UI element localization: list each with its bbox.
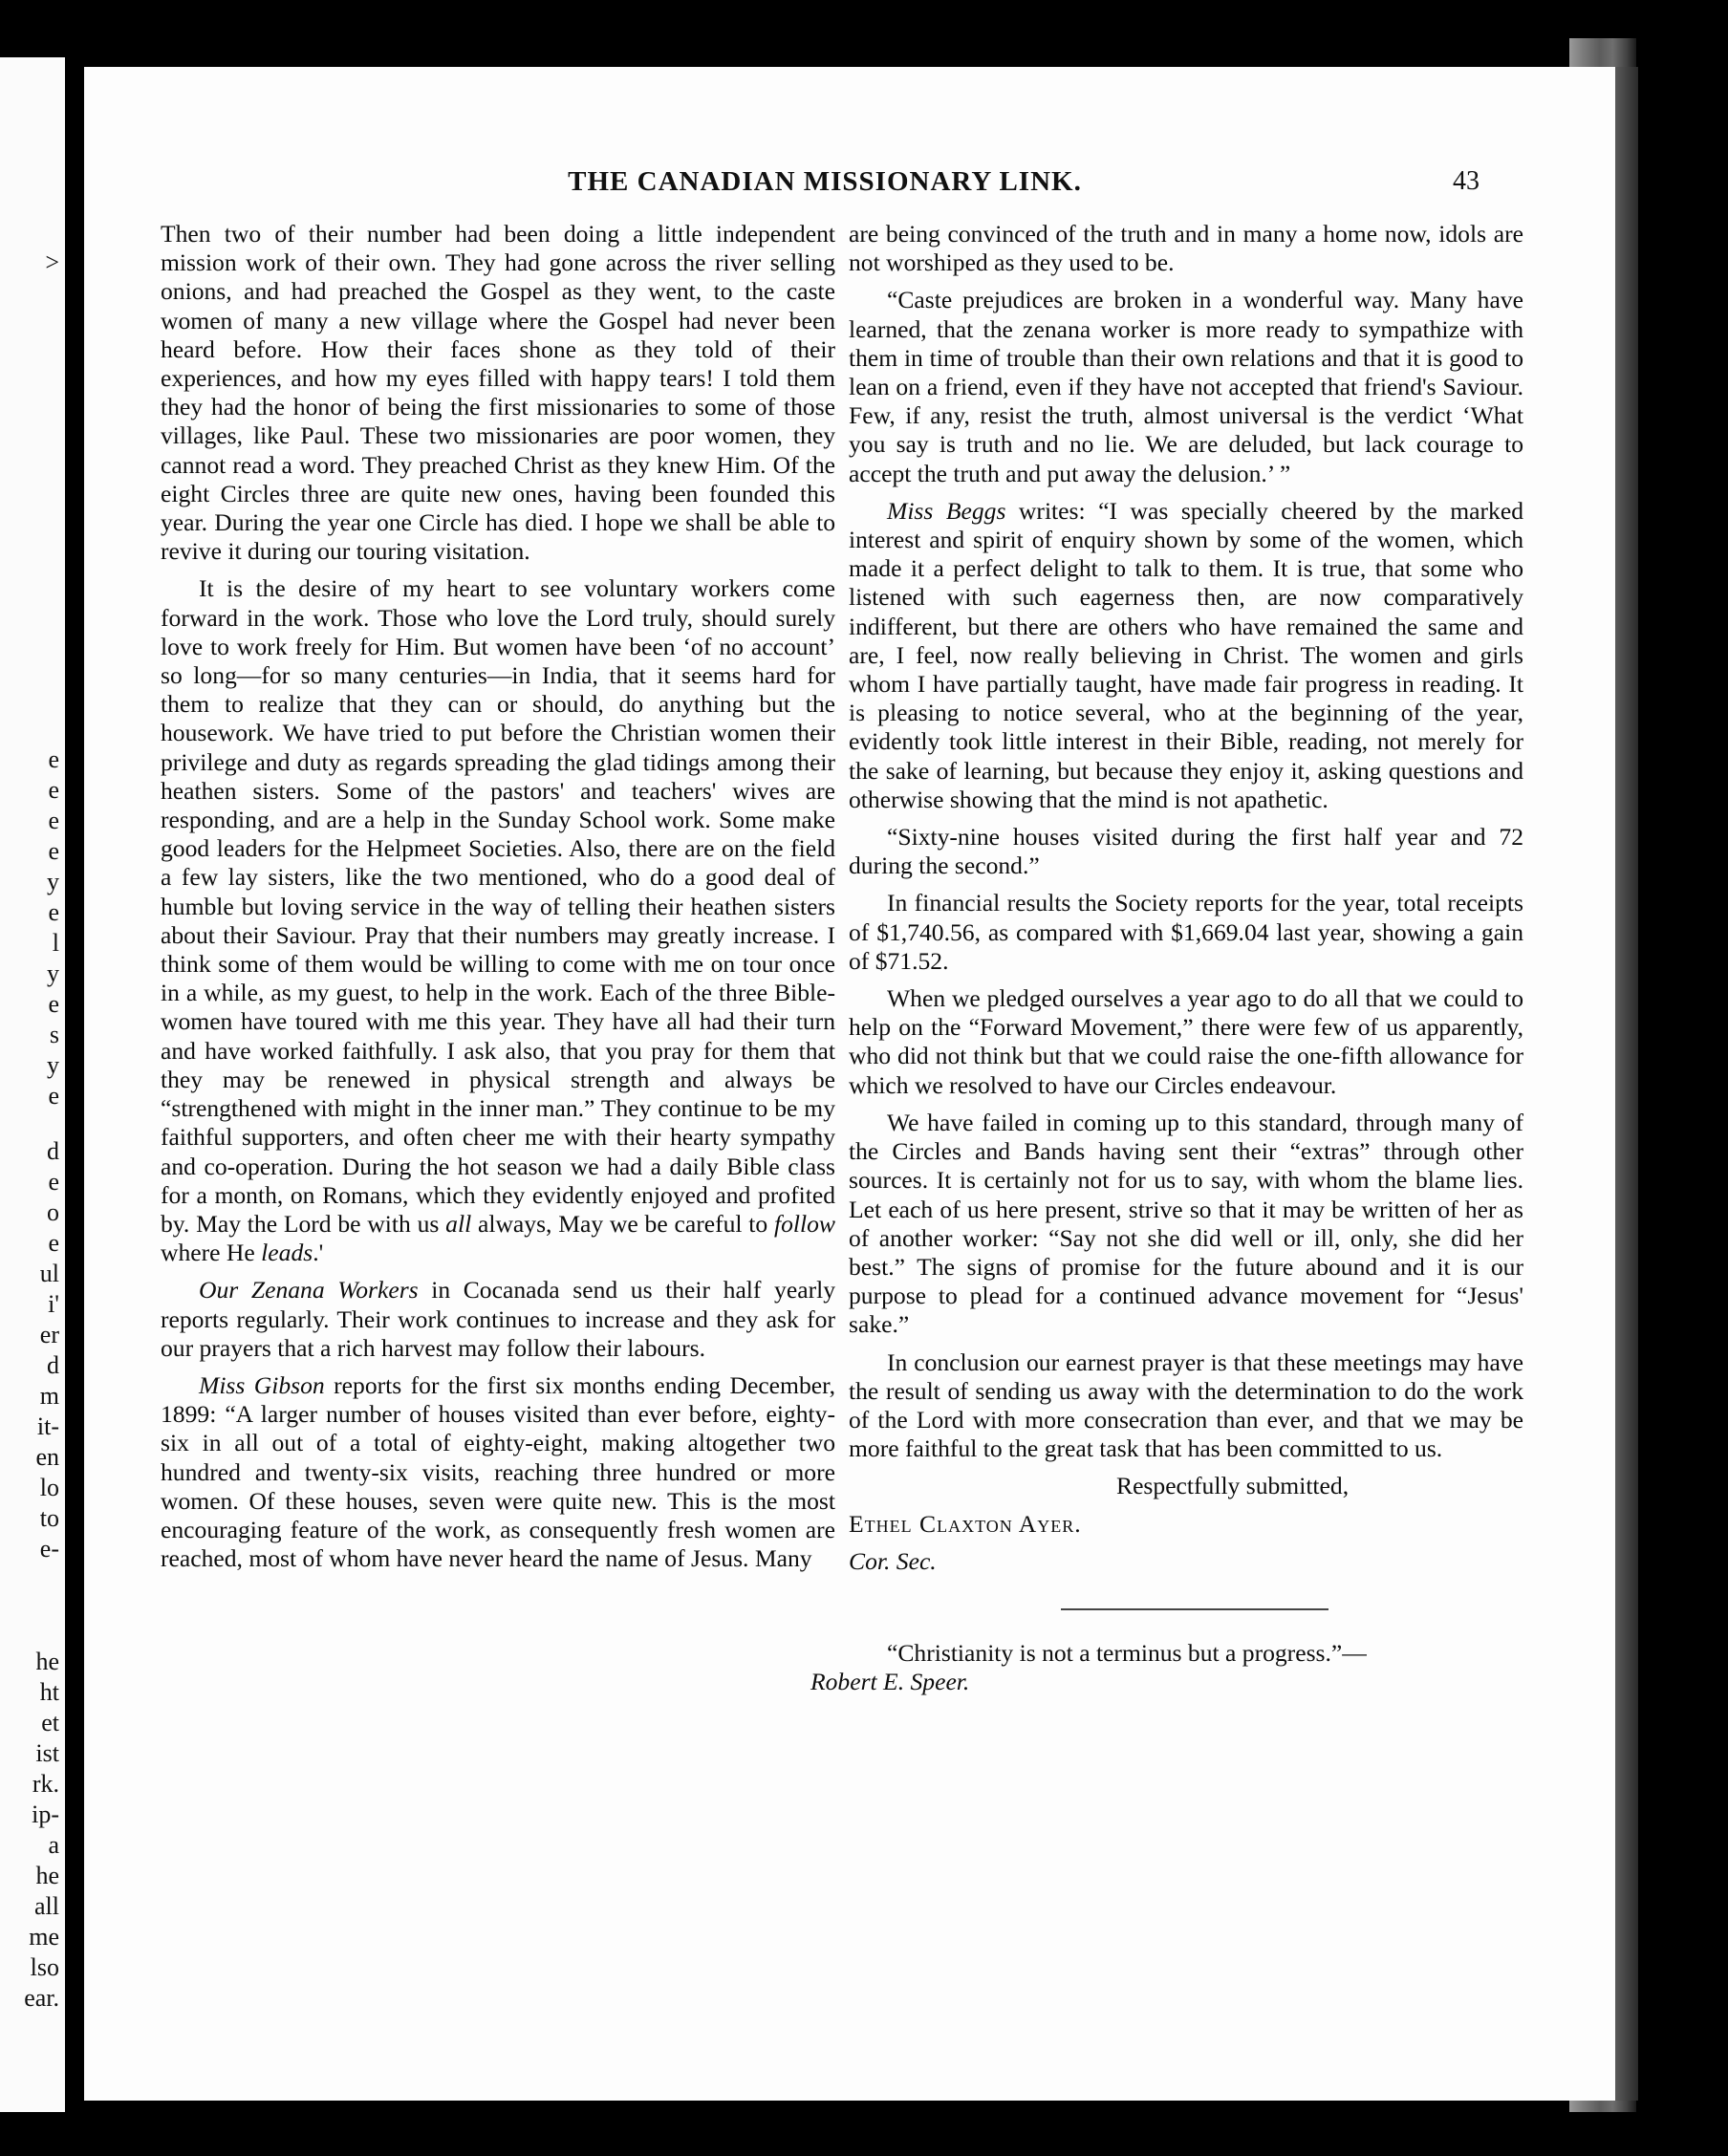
- prev-page-fragment: e: [48, 837, 59, 865]
- scanned-page: [84, 67, 1615, 2101]
- prev-page-fragment: he: [35, 1862, 59, 1889]
- paragraph: When we pledged ourselves a year ago to do all that we could to help on the “Forward Movement,” there were few of us apparently, who did not think but that we could raise the one-fifth allowance for which we resolved to have our Circles endeavour.: [849, 984, 1523, 1099]
- prev-page-fragment: y: [47, 959, 59, 987]
- prev-page-fragment: et: [41, 1709, 59, 1736]
- quote-author: Robert E. Speer.: [810, 1668, 970, 1696]
- prev-page-fragment: y: [47, 868, 59, 895]
- paragraph: It is the desire of my heart to see voluntary workers come forward in the work. Those who love the Lord truly, should surely love to work freely for Him. But women have been ‘of no account’ so long—for so many centuries—in India, that it seems hard for them to realize that they can or should, do anything but the housework. We have tried to put before the Christian women their privilege and duty as regards spreading the glad tidings among their heathen sisters. Some of the pastors' and teachers' wives are responding, and are a help in the Sunday School work. Some make good leaders for the Helpmeet Societies. Also, there are on the field a few lay sisters, like the two mentioned, who do a good deal of humble but loving service in the way of telling their heathen sisters about their Saviour. Pray that their numbers may greatly increase. I think some of them would be willing to come with me on tour once in a while, as my guest, to help in the work. Each of the three Bible-women have toured with me this year. They have all had their turn and have worked faithfully. I ask also, that you pray for them that they may be renewed in physical strength and always be “strengthened with might in the inner man.” They continue to be my faithful supporters, and often cheer me with their hearty sympathy and co-operation. During the hot season we had a daily Bible class for a month, on Romans, which they evidently enjoyed and profited by. May the Lord be with us all always, May we be careful to follow where He leads.': [161, 574, 835, 1267]
- prev-page-fragment: ear.: [24, 1984, 59, 2012]
- running-header: [170, 166, 1480, 208]
- prev-page-fragment: ul: [39, 1260, 59, 1287]
- page-edge-shadow: [1615, 67, 1638, 2101]
- prev-page-fragment: y: [47, 1051, 59, 1079]
- closing-quote: “Christianity is not a terminus but a progress.”— Robert E. Speer.: [810, 1638, 1367, 1696]
- paragraph: are being convinced of the truth and in many a home now, idols are not worshiped as they used to be.: [849, 220, 1523, 277]
- prev-page-fragment: lo: [39, 1474, 59, 1501]
- prev-page-fragment: en: [35, 1443, 59, 1471]
- prev-page-fragment: e: [48, 745, 59, 773]
- prev-page-fragment: to: [39, 1504, 59, 1532]
- divider-rule: [1061, 1608, 1328, 1610]
- prev-page-fragment: e: [48, 898, 59, 926]
- prev-page-fragment: e: [48, 1229, 59, 1257]
- prev-page-fragment: l: [52, 929, 59, 957]
- paragraph: Miss Gibson reports for the first six months ending December, 1899: “A larger number of houses visited than ever before, eighty-six in all out of a total of eighty-eight, making altogether two hundred and twenty-six visits, reaching three hundred or more women. Of these houses, seven were quite new. This is the most encouraging feature of the work, as consequently fresh women are reached, most of whom have never heard the name of Jesus. Many: [161, 1370, 835, 1573]
- prev-page-fragment: ht: [39, 1678, 59, 1706]
- paragraph: “Caste prejudices are broken in a wonderful way. Many have learned, that the zenana worker is more ready to sympathize with them in time of trouble than their own relations and that it is good to lean on a friend, even if they have not accepted that friend's Saviour. Few, if any, resist the truth, almost universal is the verdict ‘What you say is truth and no lie. We are deluded, but lack courage to accept the truth and put away the delusion.’ ”: [849, 286, 1523, 487]
- prev-page-fragment: e-: [39, 1535, 59, 1563]
- prev-page-fragment: e: [48, 1082, 59, 1110]
- paragraph: In financial results the Society reports for the year, total receipts of $1,740.56, as compared with $1,669.04 last year, showing a gain of $71.52.: [849, 889, 1523, 975]
- signature-closing: Respectfully submitted,: [1116, 1472, 1350, 1500]
- paragraph: In conclusion our earnest prayer is that these meetings may have the result of sending us away with the determination to do the work of the Lord with more consecration than ever, and that we may be more faithful to the great task that has been committed to us.: [849, 1348, 1523, 1463]
- paragraph: Our Zenana Workers in Cocanada send us their half yearly reports regularly. Their work continues to increase and they ask for our prayers that a rich harvest may follow their labours.: [161, 1276, 835, 1362]
- prev-page-fragment: e: [48, 1168, 59, 1196]
- paragraph: Then two of their number had been doing a little independent mission work of their own. They had gone across the river selling onions, and had preached the Gospel as they went, to the caste women of many a new village where the Gospel had never been heard before. How their faces shone as they told of their experiences, and how my eyes filled with happy tears! I told them they had the honor of being the first missionaries to some of those villages, like Paul. These two missionaries are poor women, they cannot read a word. They preached Christ as they knew Him. Of the eight Circles three are quite new ones, having been founded this year. During the year one Circle has died. I hope we shall be able to revive it during our touring visitation.: [161, 220, 835, 566]
- prev-page-fragment: ist: [35, 1739, 59, 1767]
- prev-page-fragment: all: [34, 1892, 59, 1920]
- prev-page-fragment: o: [47, 1198, 59, 1226]
- journal-title: THE CANADIAN MISSIONARY LINK.: [568, 166, 1082, 197]
- signature-title: Cor. Sec.: [849, 1546, 937, 1575]
- prev-page-fragment: lso: [30, 1953, 59, 1981]
- paragraph: “Sixty-nine houses visited during the first half year and 72 during the second.”: [849, 823, 1523, 880]
- prev-page-fragment: d: [47, 1351, 59, 1379]
- prev-page-fragment: ip-: [32, 1800, 59, 1828]
- prev-page-fragment: it-: [36, 1412, 59, 1440]
- left-column: [161, 220, 835, 1582]
- signature-name: Ethel Claxton Ayer.: [849, 1509, 1082, 1538]
- prev-page-fragment: >: [45, 248, 59, 276]
- prev-page-fragment: e: [48, 776, 59, 804]
- prev-page-fragment: i': [48, 1290, 59, 1318]
- prev-page-fragment: me: [29, 1923, 59, 1951]
- paragraph: Miss Beggs writes: “I was specially cheered by the marked interest and spirit of enquiry shown by some of the women, which made it a perfect delight to talk to them. It is true, that some who listened with such eagerness then, are now comparatively indifferent, but there are others who have remained the same and are, I feel, now really believing in Christ. The women and girls whom I have partially taught, have made fair progress in reading. It is pleasing to notice several, who at the beginning of the year, evidently took little interest in their Bible, reading, not merely for the sake of learning, but because they enjoy it, asking questions and otherwise showing that the mind is not apathetic.: [849, 496, 1523, 813]
- prev-page-fragment: e: [48, 990, 59, 1018]
- prev-page-fragment: d: [47, 1137, 59, 1165]
- right-column: [810, 220, 1523, 1705]
- prev-page-fragment: a: [48, 1831, 59, 1859]
- prev-page-fragment: s: [49, 1021, 59, 1048]
- prev-page-fragment: e: [48, 807, 59, 834]
- paragraph: We have failed in coming up to this standard, through many of the Circles and Bands having sent their “extras” through other sources. It is certainly not for us to say, with whom the blame lies. Let each of us here present, strive so that it may be written of her as of another worker: “Say not she did well or ill, only, she did her best.” The signs of promise for the future abound and it is our purpose to plead for a continued advance movement for “Jesus' sake.”: [849, 1108, 1523, 1339]
- prev-page-fragment: er: [39, 1321, 59, 1348]
- prev-page-fragment: rk.: [32, 1770, 59, 1798]
- prev-page-fragment: m: [39, 1382, 59, 1410]
- prev-page-fragment: he: [35, 1648, 59, 1675]
- page-number: 43: [1453, 166, 1480, 196]
- previous-page-edge: [0, 57, 65, 2112]
